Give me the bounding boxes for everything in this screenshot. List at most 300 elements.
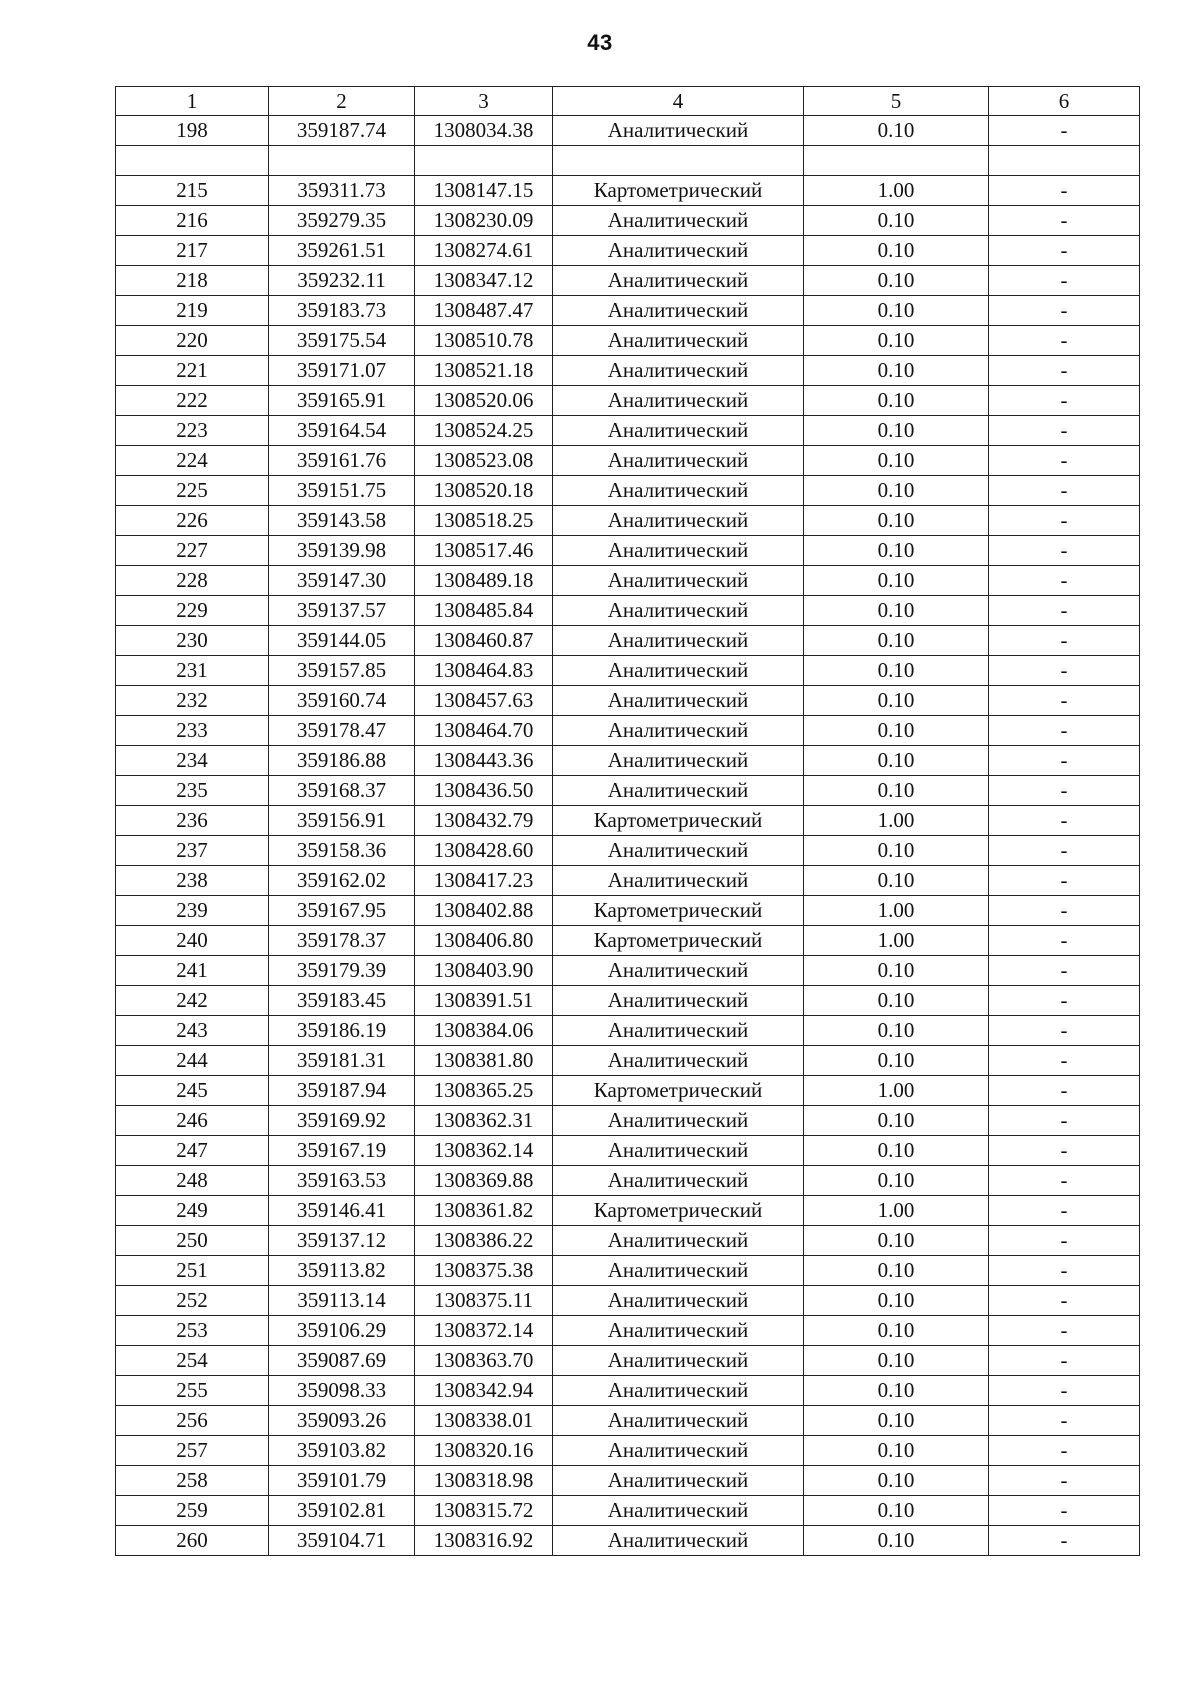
- x-coordinate-cell: 359093.26: [269, 1406, 415, 1436]
- point-number-cell: 242: [116, 986, 269, 1016]
- note-cell: -: [989, 506, 1140, 536]
- table-row: [116, 1286, 1140, 1316]
- note-cell: -: [989, 746, 1140, 776]
- method-cell: Аналитический: [553, 776, 804, 806]
- y-coordinate-cell: 1308318.98: [415, 1466, 553, 1496]
- header-cell-1: 1: [116, 87, 269, 116]
- point-number-cell: 239: [116, 896, 269, 926]
- accuracy-cell: [804, 146, 989, 176]
- header-cell-6: 6: [989, 87, 1140, 116]
- x-coordinate-cell: 359106.29: [269, 1316, 415, 1346]
- accuracy-cell: 0.10: [804, 866, 989, 896]
- point-number-cell: 237: [116, 836, 269, 866]
- table-body: [116, 116, 1140, 1556]
- note-cell: -: [989, 236, 1140, 266]
- y-coordinate-cell: 1308381.80: [415, 1046, 553, 1076]
- accuracy-cell: 1.00: [804, 926, 989, 956]
- x-coordinate-cell: 359156.91: [269, 806, 415, 836]
- y-coordinate-cell: 1308403.90: [415, 956, 553, 986]
- y-coordinate-cell: 1308432.79: [415, 806, 553, 836]
- x-coordinate-cell: 359103.82: [269, 1436, 415, 1466]
- table-header: [116, 87, 1140, 116]
- note-cell: -: [989, 656, 1140, 686]
- accuracy-cell: 0.10: [804, 1256, 989, 1286]
- table-row: [116, 1376, 1140, 1406]
- y-coordinate-cell: 1308391.51: [415, 986, 553, 1016]
- point-number-cell: 245: [116, 1076, 269, 1106]
- table-row: [116, 1166, 1140, 1196]
- note-cell: -: [989, 1106, 1140, 1136]
- point-number-cell: 234: [116, 746, 269, 776]
- accuracy-cell: 0.10: [804, 716, 989, 746]
- table-row: [116, 1106, 1140, 1136]
- accuracy-cell: 0.10: [804, 326, 989, 356]
- note-cell: -: [989, 1316, 1140, 1346]
- method-cell: Аналитический: [553, 446, 804, 476]
- method-cell: Аналитический: [553, 386, 804, 416]
- note-cell: -: [989, 1526, 1140, 1556]
- note-cell: -: [989, 1166, 1140, 1196]
- table-row: [116, 536, 1140, 566]
- x-coordinate-cell: 359113.82: [269, 1256, 415, 1286]
- accuracy-cell: 1.00: [804, 806, 989, 836]
- accuracy-cell: 0.10: [804, 1526, 989, 1556]
- note-cell: -: [989, 1196, 1140, 1226]
- table-row: [116, 386, 1140, 416]
- accuracy-cell: 0.10: [804, 1376, 989, 1406]
- note-cell: -: [989, 206, 1140, 236]
- y-coordinate-cell: 1308338.01: [415, 1406, 553, 1436]
- method-cell: Аналитический: [553, 986, 804, 1016]
- y-coordinate-cell: 1308520.18: [415, 476, 553, 506]
- table-row: [116, 1436, 1140, 1466]
- method-cell: Аналитический: [553, 1436, 804, 1466]
- y-coordinate-cell: 1308402.88: [415, 896, 553, 926]
- point-number-cell: 224: [116, 446, 269, 476]
- method-cell: Аналитический: [553, 476, 804, 506]
- method-cell: Аналитический: [553, 1256, 804, 1286]
- table-row: [116, 506, 1140, 536]
- point-number-cell: 220: [116, 326, 269, 356]
- y-coordinate-cell: 1308386.22: [415, 1226, 553, 1256]
- accuracy-cell: 0.10: [804, 1316, 989, 1346]
- table-row: [116, 776, 1140, 806]
- y-coordinate-cell: 1308518.25: [415, 506, 553, 536]
- note-cell: -: [989, 866, 1140, 896]
- method-cell: Аналитический: [553, 416, 804, 446]
- x-coordinate-cell: 359311.73: [269, 176, 415, 206]
- y-coordinate-cell: 1308510.78: [415, 326, 553, 356]
- accuracy-cell: 0.10: [804, 1226, 989, 1256]
- table-row: [116, 836, 1140, 866]
- note-cell: -: [989, 1436, 1140, 1466]
- point-number-cell: 254: [116, 1346, 269, 1376]
- y-coordinate-cell: 1308361.82: [415, 1196, 553, 1226]
- y-coordinate-cell: 1308417.23: [415, 866, 553, 896]
- x-coordinate-cell: 359167.19: [269, 1136, 415, 1166]
- accuracy-cell: 1.00: [804, 176, 989, 206]
- method-cell: Картометрический: [553, 806, 804, 836]
- accuracy-cell: 0.10: [804, 1286, 989, 1316]
- x-coordinate-cell: 359104.71: [269, 1526, 415, 1556]
- accuracy-cell: 0.10: [804, 956, 989, 986]
- x-coordinate-cell: 359183.45: [269, 986, 415, 1016]
- note-cell: -: [989, 386, 1140, 416]
- note-cell: -: [989, 266, 1140, 296]
- x-coordinate-cell: 359171.07: [269, 356, 415, 386]
- x-coordinate-cell: 359137.57: [269, 596, 415, 626]
- table-row: [116, 1406, 1140, 1436]
- x-coordinate-cell: 359167.95: [269, 896, 415, 926]
- x-coordinate-cell: 359098.33: [269, 1376, 415, 1406]
- note-cell: -: [989, 1376, 1140, 1406]
- method-cell: Аналитический: [553, 656, 804, 686]
- x-coordinate-cell: 359279.35: [269, 206, 415, 236]
- y-coordinate-cell: 1308274.61: [415, 236, 553, 266]
- x-coordinate-cell: 359158.36: [269, 836, 415, 866]
- method-cell: Аналитический: [553, 506, 804, 536]
- x-coordinate-cell: 359161.76: [269, 446, 415, 476]
- method-cell: Картометрический: [553, 926, 804, 956]
- accuracy-cell: 0.10: [804, 536, 989, 566]
- method-cell: Аналитический: [553, 356, 804, 386]
- y-coordinate-cell: 1308457.63: [415, 686, 553, 716]
- table-row: [116, 566, 1140, 596]
- x-coordinate-cell: 359151.75: [269, 476, 415, 506]
- accuracy-cell: 0.10: [804, 746, 989, 776]
- note-cell: -: [989, 1256, 1140, 1286]
- point-number-cell: 230: [116, 626, 269, 656]
- point-number-cell: 228: [116, 566, 269, 596]
- point-number-cell: 244: [116, 1046, 269, 1076]
- x-coordinate-cell: 359168.37: [269, 776, 415, 806]
- method-cell: Аналитический: [553, 1316, 804, 1346]
- y-coordinate-cell: 1308523.08: [415, 446, 553, 476]
- x-coordinate-cell: 359178.47: [269, 716, 415, 746]
- accuracy-cell: 0.10: [804, 1166, 989, 1196]
- method-cell: Аналитический: [553, 836, 804, 866]
- note-cell: [989, 146, 1140, 176]
- table-row: [116, 176, 1140, 206]
- table-row: [116, 116, 1140, 146]
- method-cell: Аналитический: [553, 1046, 804, 1076]
- method-cell: Аналитический: [553, 206, 804, 236]
- x-coordinate-cell: 359261.51: [269, 236, 415, 266]
- point-number-cell: 198: [116, 116, 269, 146]
- note-cell: -: [989, 986, 1140, 1016]
- header-cell-2: 2: [269, 87, 415, 116]
- accuracy-cell: 0.10: [804, 656, 989, 686]
- y-coordinate-cell: 1308316.92: [415, 1526, 553, 1556]
- accuracy-cell: 0.10: [804, 386, 989, 416]
- y-coordinate-cell: 1308460.87: [415, 626, 553, 656]
- y-coordinate-cell: 1308524.25: [415, 416, 553, 446]
- y-coordinate-cell: 1308443.36: [415, 746, 553, 776]
- x-coordinate-cell: 359113.14: [269, 1286, 415, 1316]
- method-cell: Аналитический: [553, 1106, 804, 1136]
- point-number-cell: 247: [116, 1136, 269, 1166]
- method-cell: Аналитический: [553, 1496, 804, 1526]
- y-coordinate-cell: 1308362.14: [415, 1136, 553, 1166]
- accuracy-cell: 0.10: [804, 296, 989, 326]
- x-coordinate-cell: 359102.81: [269, 1496, 415, 1526]
- table-row: [116, 146, 1140, 176]
- method-cell: Аналитический: [553, 236, 804, 266]
- table-row: [116, 716, 1140, 746]
- note-cell: -: [989, 1406, 1140, 1436]
- y-coordinate-cell: 1308521.18: [415, 356, 553, 386]
- coordinates-table: [115, 86, 1140, 1556]
- y-coordinate-cell: 1308315.72: [415, 1496, 553, 1526]
- method-cell: Аналитический: [553, 1376, 804, 1406]
- point-number-cell: 256: [116, 1406, 269, 1436]
- point-number-cell: 216: [116, 206, 269, 236]
- point-number-cell: 221: [116, 356, 269, 386]
- accuracy-cell: 0.10: [804, 1466, 989, 1496]
- accuracy-cell: 0.10: [804, 836, 989, 866]
- method-cell: Аналитический: [553, 596, 804, 626]
- accuracy-cell: 0.10: [804, 1406, 989, 1436]
- x-coordinate-cell: 359087.69: [269, 1346, 415, 1376]
- accuracy-cell: 0.10: [804, 446, 989, 476]
- method-cell: Аналитический: [553, 1166, 804, 1196]
- accuracy-cell: 0.10: [804, 116, 989, 146]
- accuracy-cell: 0.10: [804, 686, 989, 716]
- point-number-cell: 219: [116, 296, 269, 326]
- y-coordinate-cell: 1308489.18: [415, 566, 553, 596]
- point-number-cell: 229: [116, 596, 269, 626]
- accuracy-cell: 0.10: [804, 236, 989, 266]
- note-cell: -: [989, 446, 1140, 476]
- method-cell: Аналитический: [553, 326, 804, 356]
- table-row: [116, 1526, 1140, 1556]
- y-coordinate-cell: 1308485.84: [415, 596, 553, 626]
- method-cell: Картометрический: [553, 896, 804, 926]
- method-cell: Аналитический: [553, 1286, 804, 1316]
- x-coordinate-cell: [269, 146, 415, 176]
- x-coordinate-cell: 359101.79: [269, 1466, 415, 1496]
- note-cell: -: [989, 1226, 1140, 1256]
- y-coordinate-cell: 1308362.31: [415, 1106, 553, 1136]
- table-row: [116, 266, 1140, 296]
- method-cell: Аналитический: [553, 1346, 804, 1376]
- table-row: [116, 926, 1140, 956]
- accuracy-cell: 0.10: [804, 1106, 989, 1136]
- y-coordinate-cell: 1308464.83: [415, 656, 553, 686]
- method-cell: Аналитический: [553, 686, 804, 716]
- accuracy-cell: 0.10: [804, 1136, 989, 1166]
- point-number-cell: 252: [116, 1286, 269, 1316]
- method-cell: Аналитический: [553, 1136, 804, 1166]
- header-cell-4: 4: [553, 87, 804, 116]
- x-coordinate-cell: 359146.41: [269, 1196, 415, 1226]
- method-cell: Аналитический: [553, 956, 804, 986]
- y-coordinate-cell: 1308428.60: [415, 836, 553, 866]
- point-number-cell: 217: [116, 236, 269, 266]
- accuracy-cell: 0.10: [804, 476, 989, 506]
- table-row: [116, 476, 1140, 506]
- point-number-cell: 233: [116, 716, 269, 746]
- table-row: [116, 206, 1140, 236]
- y-coordinate-cell: 1308487.47: [415, 296, 553, 326]
- point-number-cell: 215: [116, 176, 269, 206]
- x-coordinate-cell: 359175.54: [269, 326, 415, 356]
- table-row: [116, 746, 1140, 776]
- point-number-cell: 235: [116, 776, 269, 806]
- x-coordinate-cell: 359186.19: [269, 1016, 415, 1046]
- method-cell: Картометрический: [553, 1076, 804, 1106]
- x-coordinate-cell: 359187.74: [269, 116, 415, 146]
- note-cell: -: [989, 416, 1140, 446]
- note-cell: -: [989, 1346, 1140, 1376]
- y-coordinate-cell: 1308369.88: [415, 1166, 553, 1196]
- point-number-cell: 259: [116, 1496, 269, 1526]
- table-row: [116, 986, 1140, 1016]
- table-row: [116, 1316, 1140, 1346]
- table-row: [116, 596, 1140, 626]
- method-cell: Картометрический: [553, 1196, 804, 1226]
- table-row: [116, 1226, 1140, 1256]
- accuracy-cell: 0.10: [804, 1016, 989, 1046]
- method-cell: Аналитический: [553, 1466, 804, 1496]
- table-row: [116, 446, 1140, 476]
- table-row: [116, 686, 1140, 716]
- note-cell: -: [989, 1286, 1140, 1316]
- y-coordinate-cell: 1308384.06: [415, 1016, 553, 1046]
- y-coordinate-cell: 1308347.12: [415, 266, 553, 296]
- table-row: [116, 1076, 1140, 1106]
- header-cell-5: 5: [804, 87, 989, 116]
- point-number-cell: 226: [116, 506, 269, 536]
- accuracy-cell: 0.10: [804, 986, 989, 1016]
- table-row: [116, 866, 1140, 896]
- table-row: [116, 1196, 1140, 1226]
- table-row: [116, 1346, 1140, 1376]
- y-coordinate-cell: 1308034.38: [415, 116, 553, 146]
- note-cell: -: [989, 536, 1140, 566]
- accuracy-cell: 0.10: [804, 566, 989, 596]
- point-number-cell: 250: [116, 1226, 269, 1256]
- x-coordinate-cell: 359186.88: [269, 746, 415, 776]
- table-row: [116, 1046, 1140, 1076]
- accuracy-cell: 0.10: [804, 1496, 989, 1526]
- point-number-cell: 238: [116, 866, 269, 896]
- accuracy-cell: 1.00: [804, 1196, 989, 1226]
- x-coordinate-cell: 359169.92: [269, 1106, 415, 1136]
- note-cell: -: [989, 116, 1140, 146]
- point-number-cell: 249: [116, 1196, 269, 1226]
- note-cell: -: [989, 1466, 1140, 1496]
- note-cell: -: [989, 716, 1140, 746]
- point-number-cell: 225: [116, 476, 269, 506]
- x-coordinate-cell: 359165.91: [269, 386, 415, 416]
- x-coordinate-cell: 359157.85: [269, 656, 415, 686]
- note-cell: -: [989, 626, 1140, 656]
- point-number-cell: 253: [116, 1316, 269, 1346]
- y-coordinate-cell: 1308436.50: [415, 776, 553, 806]
- table-row: [116, 326, 1140, 356]
- y-coordinate-cell: 1308372.14: [415, 1316, 553, 1346]
- y-coordinate-cell: 1308342.94: [415, 1376, 553, 1406]
- point-number-cell: 258: [116, 1466, 269, 1496]
- accuracy-cell: 0.10: [804, 506, 989, 536]
- note-cell: -: [989, 1496, 1140, 1526]
- y-coordinate-cell: 1308375.38: [415, 1256, 553, 1286]
- note-cell: -: [989, 476, 1140, 506]
- method-cell: Аналитический: [553, 536, 804, 566]
- point-number-cell: [116, 146, 269, 176]
- point-number-cell: 248: [116, 1166, 269, 1196]
- y-coordinate-cell: 1308464.70: [415, 716, 553, 746]
- point-number-cell: 241: [116, 956, 269, 986]
- point-number-cell: 251: [116, 1256, 269, 1286]
- accuracy-cell: 0.10: [804, 1436, 989, 1466]
- x-coordinate-cell: 359163.53: [269, 1166, 415, 1196]
- method-cell: Аналитический: [553, 626, 804, 656]
- note-cell: -: [989, 956, 1140, 986]
- note-cell: -: [989, 356, 1140, 386]
- note-cell: -: [989, 836, 1140, 866]
- table-row: [116, 296, 1140, 326]
- x-coordinate-cell: 359139.98: [269, 536, 415, 566]
- table-row: [116, 416, 1140, 446]
- point-number-cell: 243: [116, 1016, 269, 1046]
- accuracy-cell: 0.10: [804, 1346, 989, 1376]
- method-cell: Аналитический: [553, 716, 804, 746]
- table-row: [116, 1016, 1140, 1046]
- y-coordinate-cell: 1308520.06: [415, 386, 553, 416]
- point-number-cell: 240: [116, 926, 269, 956]
- note-cell: -: [989, 806, 1140, 836]
- point-number-cell: 223: [116, 416, 269, 446]
- note-cell: -: [989, 926, 1140, 956]
- x-coordinate-cell: 359147.30: [269, 566, 415, 596]
- point-number-cell: 255: [116, 1376, 269, 1406]
- method-cell: Аналитический: [553, 116, 804, 146]
- point-number-cell: 222: [116, 386, 269, 416]
- method-cell: Аналитический: [553, 296, 804, 326]
- x-coordinate-cell: 359143.58: [269, 506, 415, 536]
- y-coordinate-cell: 1308147.15: [415, 176, 553, 206]
- table-row: [116, 956, 1140, 986]
- table-row: [116, 356, 1140, 386]
- method-cell: Аналитический: [553, 566, 804, 596]
- x-coordinate-cell: 359162.02: [269, 866, 415, 896]
- note-cell: -: [989, 326, 1140, 356]
- note-cell: -: [989, 1076, 1140, 1106]
- accuracy-cell: 1.00: [804, 896, 989, 926]
- table-row: [116, 1136, 1140, 1166]
- x-coordinate-cell: 359144.05: [269, 626, 415, 656]
- point-number-cell: 231: [116, 656, 269, 686]
- method-cell: Аналитический: [553, 746, 804, 776]
- note-cell: -: [989, 596, 1140, 626]
- table-row: [116, 1256, 1140, 1286]
- method-cell: Аналитический: [553, 1226, 804, 1256]
- method-cell: [553, 146, 804, 176]
- accuracy-cell: 0.10: [804, 266, 989, 296]
- accuracy-cell: 0.10: [804, 356, 989, 386]
- method-cell: Аналитический: [553, 1526, 804, 1556]
- x-coordinate-cell: 359164.54: [269, 416, 415, 446]
- x-coordinate-cell: 359178.37: [269, 926, 415, 956]
- header-row: [116, 87, 1140, 116]
- y-coordinate-cell: 1308320.16: [415, 1436, 553, 1466]
- point-number-cell: 260: [116, 1526, 269, 1556]
- page-number: 43: [587, 30, 613, 55]
- x-coordinate-cell: 359183.73: [269, 296, 415, 326]
- table-row: [116, 896, 1140, 926]
